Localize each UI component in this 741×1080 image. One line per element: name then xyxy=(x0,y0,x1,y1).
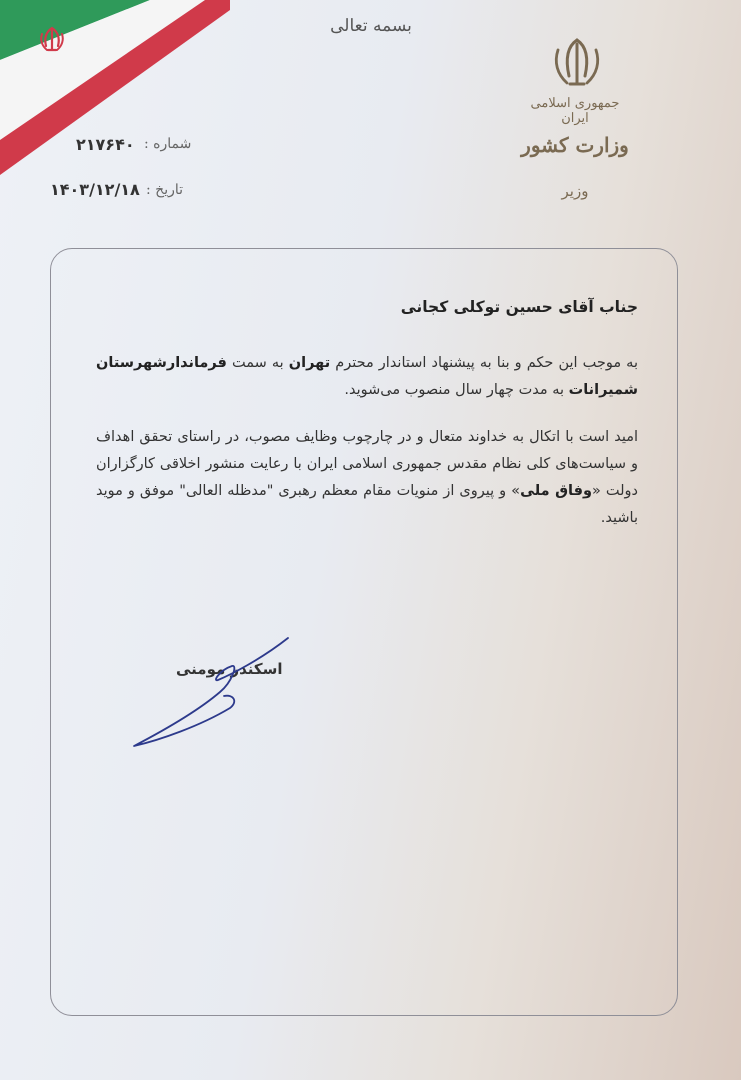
p2-text-b: » و پیروی از منویات مقام معظم رهبری "مدظله العالی" موفق و موید باشید. xyxy=(96,483,638,526)
ministry-name: وزارت کشور xyxy=(521,133,629,157)
paragraph-wishes xyxy=(96,424,638,532)
number-label: شماره : xyxy=(144,136,192,152)
p1-text-a: به موجب این حکم و بنا به پیشنهاد استاندار محترم xyxy=(330,355,638,371)
letter-body xyxy=(96,298,638,552)
ministry-emblem-icon xyxy=(546,36,608,92)
paragraph-appointment xyxy=(96,350,638,404)
number-value: ۲۱۷۶۴۰ xyxy=(76,135,135,154)
bismillah-heading: بسمه تعالی xyxy=(330,16,412,36)
addressee: جناب آقای حسین توکلی کجانی xyxy=(400,298,638,316)
p2-text-a: امید است با اتکال به خداوند متعال و در چارچوب وظایف مصوب، در راستای تحقق اهداف و سیاست‌های کلی نظام مقدس جمهوری اسلامی ایران با رعایت منشور اخلاقی کارگزاران دولت « xyxy=(96,429,638,499)
iran-emblem-icon xyxy=(36,24,68,56)
date-label: تاریخ : xyxy=(146,182,184,198)
p1-text-b: به سمت xyxy=(226,355,289,371)
ministry-country: جمهوری اسلامی ایران xyxy=(530,96,620,126)
charter-name: وفاق ملی xyxy=(520,483,592,499)
date-value: ۱۴۰۳/۱۲/۱۸ xyxy=(50,180,140,199)
signer-name: اسکندر مومنی xyxy=(176,660,283,678)
post-title: فرماندارشهرستان شمیرانات xyxy=(96,355,638,398)
signature xyxy=(120,630,310,760)
city-name: تهران xyxy=(288,355,331,371)
ministry-office: وزیر xyxy=(561,182,589,200)
p1-text-c: به مدت چهار سال منصوب می‌شوید. xyxy=(344,382,569,398)
